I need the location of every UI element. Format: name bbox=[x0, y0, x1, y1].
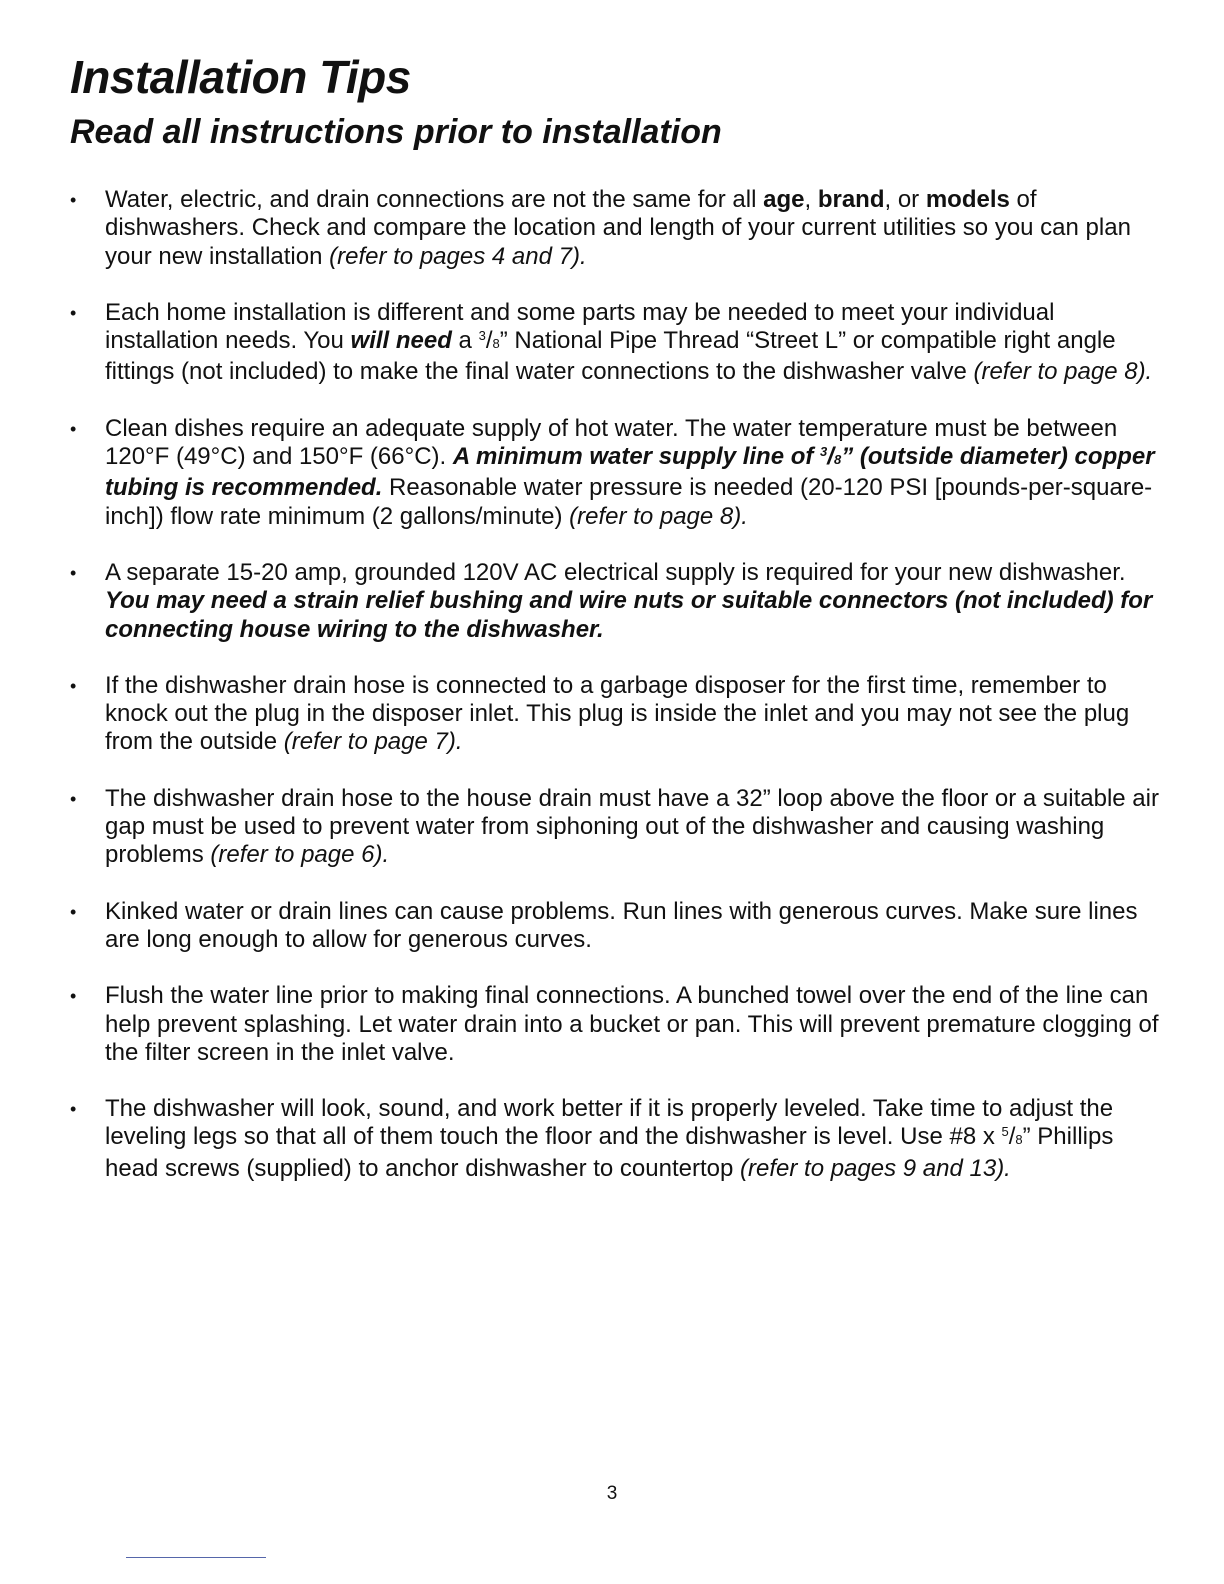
page-reference: (refer to page 8). bbox=[973, 358, 1153, 386]
tip-text: a bbox=[451, 327, 479, 355]
tip-text: of dishwashers. Check and compare the location and length of your current utilities so you can plan your new installation bbox=[105, 186, 1131, 270]
tip-item-electrical bbox=[62, 559, 1162, 644]
page-reference: (refer to pages 9 and 13). bbox=[740, 1154, 1011, 1182]
page-reference: (refer to pages 4 and 7). bbox=[329, 242, 587, 270]
tip-emphasis: will need bbox=[350, 327, 452, 355]
bullet-icon: • bbox=[70, 302, 77, 323]
bullet-icon: • bbox=[70, 562, 77, 583]
bullet-icon: • bbox=[70, 901, 77, 922]
page-reference: (refer to page 8). bbox=[569, 502, 748, 530]
fraction-denominator: 8 bbox=[1015, 1132, 1023, 1148]
fraction-denominator: 8 bbox=[492, 336, 500, 352]
tip-item-leveling bbox=[62, 1095, 1162, 1183]
fraction-numerator: 3 bbox=[478, 328, 486, 344]
tip-text: The dishwasher will look, sound, and work better if it is properly leveled. Take time to adjust the leveling legs so that all of them touch the floor and the dishwasher is level. Use #8 x bbox=[105, 1095, 1114, 1151]
tip-text: Kinked water or drain lines can cause problems. Run lines with generous curves. Make sure lines are long enough to allow for generous curves. bbox=[105, 897, 1138, 953]
tip-item-drain-loop bbox=[62, 785, 1162, 870]
fraction-slash: / bbox=[827, 443, 834, 471]
tip-text: If the dishwasher drain hose is connected to a garbage disposer for the first time, remember to knock out the plug in the disposer inlet. This plug is inside the inlet and you may not see the plug from the outside bbox=[105, 671, 1130, 756]
tip-text: ” National Pipe Thread “Street L” or compatible right angle fittings (not included) to make the final water connections to the dishwasher valve bbox=[105, 327, 1116, 386]
footer-rule bbox=[126, 1557, 266, 1558]
bullet-icon: • bbox=[70, 1099, 77, 1120]
tip-item-flush-line bbox=[62, 982, 1162, 1067]
bullet-icon: • bbox=[70, 418, 77, 439]
page-title: Installation Tips bbox=[70, 51, 411, 103]
bullet-icon: • bbox=[70, 190, 77, 210]
tip-emphasis: You may need a strain relief bushing and wire nuts or suitable connectors (not included) for connecting house wiring to the dishwasher. bbox=[105, 587, 1153, 643]
page-reference: (refer to page 6). bbox=[210, 841, 390, 869]
tip-emphasis: brand bbox=[817, 186, 885, 213]
tip-text: ” Phillips head screws (supplied) to anchor dishwasher to countertop bbox=[105, 1123, 1114, 1182]
tip-text: Flush the water line prior to making final connections. A bunched towel over the end of the line can help prevent splashing. Let water drain into a bucket or pan. This will prevent premature clogging of the filter screen in the inlet valve. bbox=[105, 982, 1159, 1066]
tip-text: Water, electric, and drain connections are not the same for all bbox=[105, 186, 764, 213]
tip-emphasis: models bbox=[925, 186, 1010, 213]
tip-text: , or bbox=[884, 186, 926, 213]
fraction-numerator: 5 bbox=[1001, 1124, 1009, 1140]
page-number: 3 bbox=[606, 1483, 618, 1504]
fraction-slash: / bbox=[1008, 1123, 1016, 1151]
page-subtitle: Read all instructions prior to installation bbox=[70, 113, 722, 151]
bullet-icon: • bbox=[70, 788, 77, 809]
page-reference: (refer to page 7). bbox=[283, 728, 463, 756]
bullet-icon: • bbox=[70, 986, 77, 1007]
tip-item-disposer bbox=[62, 672, 1162, 757]
tip-item-fittings bbox=[62, 299, 1162, 387]
tip-item-hot-water bbox=[62, 415, 1162, 531]
tip-text: Each home installation is different and some parts may be needed to meet your individual installation needs. You bbox=[105, 298, 1055, 355]
tip-emphasis: age bbox=[763, 186, 805, 213]
tip-text: Reasonable water pressure is needed (20-120 PSI [pounds-per-square-inch]) flow rate minimum (2 gallons/minute) bbox=[105, 474, 1153, 530]
bullet-icon: • bbox=[70, 675, 77, 696]
tip-item-kinked-lines bbox=[62, 898, 1162, 955]
tip-text: A separate 15-20 amp, grounded 120V AC electrical supply is required for your new dishwasher. bbox=[105, 558, 1126, 586]
fraction-slash: / bbox=[485, 327, 493, 355]
fraction-numerator: 3 bbox=[820, 444, 828, 460]
tip-text: Clean dishes require an adequate supply of hot water. The water temperature must be between 120°F (49°C) and 150°F (66°C). bbox=[105, 414, 1118, 471]
fraction-denominator: 8 bbox=[833, 452, 842, 468]
tips-list bbox=[62, 186, 1162, 1211]
tip-emphasis: ” (outside diameter) copper tubing is recommended. bbox=[105, 443, 1155, 502]
tip-text: , bbox=[804, 186, 818, 213]
tip-emphasis: A minimum water supply line of bbox=[452, 443, 821, 471]
tip-text: The dishwasher drain hose to the house drain must have a 32” loop above the floor or a suitable air gap must be used to prevent water from siphoning out of the dishwasher and causing washing problems bbox=[105, 784, 1159, 869]
tip-item-utilities bbox=[62, 186, 1162, 271]
